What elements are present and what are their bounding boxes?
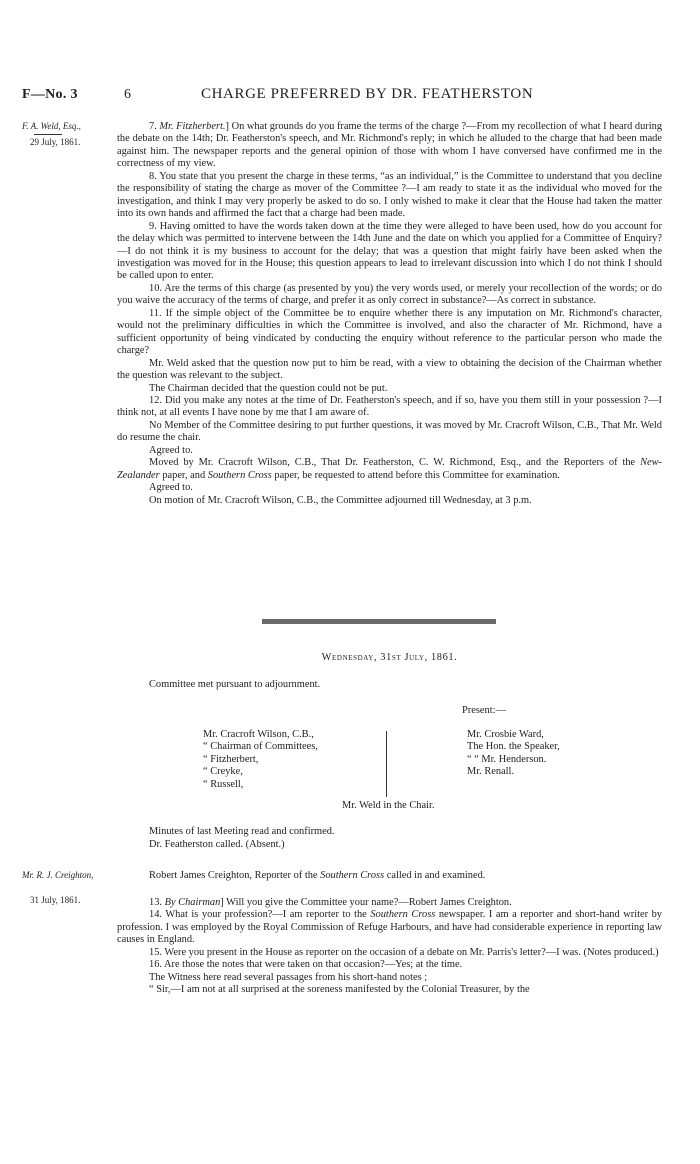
question-11: 11. If the simple object of the Committee be to enquire whether there is any imputation on Mr. Richmond's character, would not the preliminary difficulties in which the Committee is involved, and also the character of Mr. Richmond, have a sufficient opportunity of being vindicated by conducting the enquiry without reference to the particular person who made the charge? bbox=[117, 307, 662, 357]
present-member: “ Fitzherbert, bbox=[203, 753, 259, 765]
present-member: “ Chairman of Committees, bbox=[203, 741, 318, 753]
margin-note-name: Mr. R. J. Creighton, bbox=[22, 870, 94, 880]
witness-note: The Witness here read several passages from his short-hand notes ; bbox=[149, 971, 428, 983]
present-member: “ “ Mr. Henderson. bbox=[467, 753, 547, 765]
margin-note-name: F. A. Weld, Esq., bbox=[22, 121, 81, 131]
agreed-2: Agreed to. bbox=[149, 482, 193, 494]
question-15: 15. Were you present in the House as reporter on the occasion of a debate on Mr. Parris's letter?—I was. (Notes produced.) bbox=[149, 946, 659, 958]
present-member: Mr. Renall. bbox=[467, 766, 515, 778]
weld-request: Mr. Weld asked that the question now put to him be read, with a view to obtaining the decision of the Chairman whether the question was relevant to the subject. bbox=[117, 357, 662, 382]
question-8: 8. You state that you present the charge in these terms, “as an individual,” is the Committee to understand that you decline the responsibility of stating the charge as mover of the Committee ?—I am ready to state it as the individual who moved for the investigation, and think I may very properly be asked to do so. I only wished to make it clear that the House had taken the matter into its own hands and affirmed the fact that a charge had been made. bbox=[117, 170, 662, 220]
meeting-pursuant: Committee met pursuant to adjournment. bbox=[149, 679, 321, 690]
margin-note-date: 31 July, 1861. bbox=[30, 895, 81, 905]
present-member: “ Creyke, bbox=[203, 766, 243, 778]
margin-note-date: 29 July, 1861. bbox=[30, 137, 81, 147]
section-divider bbox=[262, 619, 496, 624]
question-13: 13. By Chairman] Will you give the Committee your name?—Robert James Creighton. bbox=[149, 897, 512, 908]
featherston-called: Dr. Featherston called. (Absent.) bbox=[149, 839, 285, 850]
present-label: Present:— bbox=[462, 705, 506, 716]
question-7: 7. Mr. Fitzherbert.] On what grounds do you frame the terms of the charge ?—From my recollection of what I heard during the debate on the 14th; Dr. Featherston's speech, and Mr. Richmond's reply; in which he alluded to the charge that had been made against him. The newspaper reports and the general opinion of those with whom I have conversed have confirmed me in the correctness of my view. bbox=[117, 121, 663, 170]
question-16: 16. Are those the notes that were taken on that occasion?—Yes; at the time. bbox=[149, 959, 463, 971]
margin-note-creighton bbox=[22, 870, 93, 906]
question-9: 9. Having omitted to have the words taken down at the time they were alleged to have been used, how do you account for the delay which was permitted to intervene between the 14th June and the date on which you applied for a Committee of Enquiry?—I do not think it is my business to account for the delay; that was a question that might fairly have been asked when the investigation was moved for in the House; this question appears to lead to irrelevant discussion into which I do not think I should be called upon to enter. bbox=[117, 220, 662, 282]
chair-note: Mr. Weld in the Chair. bbox=[342, 800, 435, 811]
agreed-1: Agreed to. bbox=[149, 444, 193, 456]
page-number: 6 bbox=[124, 87, 131, 102]
present-right-list bbox=[467, 729, 560, 779]
minutes-note: Minutes of last Meeting read and confirmed. bbox=[149, 826, 335, 837]
question-12: 12. Did you make any notes at the time of Dr. Featherston's speech, and if so, have you them still in your possession ?—I think not, at all events I have none by me that I am aware of. bbox=[117, 394, 662, 419]
motion-reporters: Moved by Mr. Cracroft Wilson, C.B., That Dr. Featherston, C. W. Richmond, Esq., and the Reporters of the New-Zealander paper, and Southern Cross paper, be requested to attend before this Committee for examination. bbox=[117, 457, 662, 481]
quoted-speech: “ Sir,—I am not at all surprised at the soreness manifested by the Colonial Treasurer, by the bbox=[149, 984, 530, 996]
margin-note-weld bbox=[22, 121, 81, 148]
question-10: 10. Are the terms of this charge (as presented by you) the very words used, or merely your recollection of the words; or do you waive the accuracy of the terms of charge, and prefer it as only correct in substance?—As correct in substance. bbox=[117, 282, 662, 307]
present-member: “ Russell, bbox=[203, 778, 244, 790]
present-divider bbox=[386, 731, 387, 797]
question-14: 14. What is your profession?—I am reporter to the Southern Cross newspaper. I am a reporter and short-hand writer by profession. I was employed by the Royal Commission of Refuge Harbours, and have had considerable experience in reporting law causes in England. bbox=[117, 909, 662, 946]
present-member: Mr. Crosbie Ward, bbox=[467, 729, 544, 740]
present-member: Mr. Cracroft Wilson, C.B., bbox=[203, 729, 314, 740]
chairman-decision: The Chairman decided that the question could not be put. bbox=[149, 382, 388, 394]
section-weld-examination bbox=[117, 121, 662, 507]
margin-rule bbox=[34, 134, 62, 135]
section-creighton-examination bbox=[117, 897, 662, 997]
page-title: CHARGE PREFERRED BY DR. FEATHERSTON bbox=[201, 86, 534, 102]
present-left-list bbox=[203, 729, 318, 791]
no-member-note: No Member of the Committee desiring to put further questions, it was moved by Mr. Cracroft Wilson, C.B., That Mr. Weld do resume the chair. bbox=[117, 419, 662, 444]
creighton-intro: Robert James Creighton, Reporter of the Southern Cross called in and examined. bbox=[149, 870, 486, 881]
adjournment: On motion of Mr. Cracroft Wilson, C.B., the Committee adjourned till Wednesday, at 3 p.m. bbox=[149, 494, 532, 506]
paper-code: F—No. 3 bbox=[22, 87, 78, 102]
meeting-date: Wednesday, 31st July, 1861. bbox=[321, 652, 458, 663]
present-member: The Hon. the Speaker, bbox=[467, 741, 560, 753]
